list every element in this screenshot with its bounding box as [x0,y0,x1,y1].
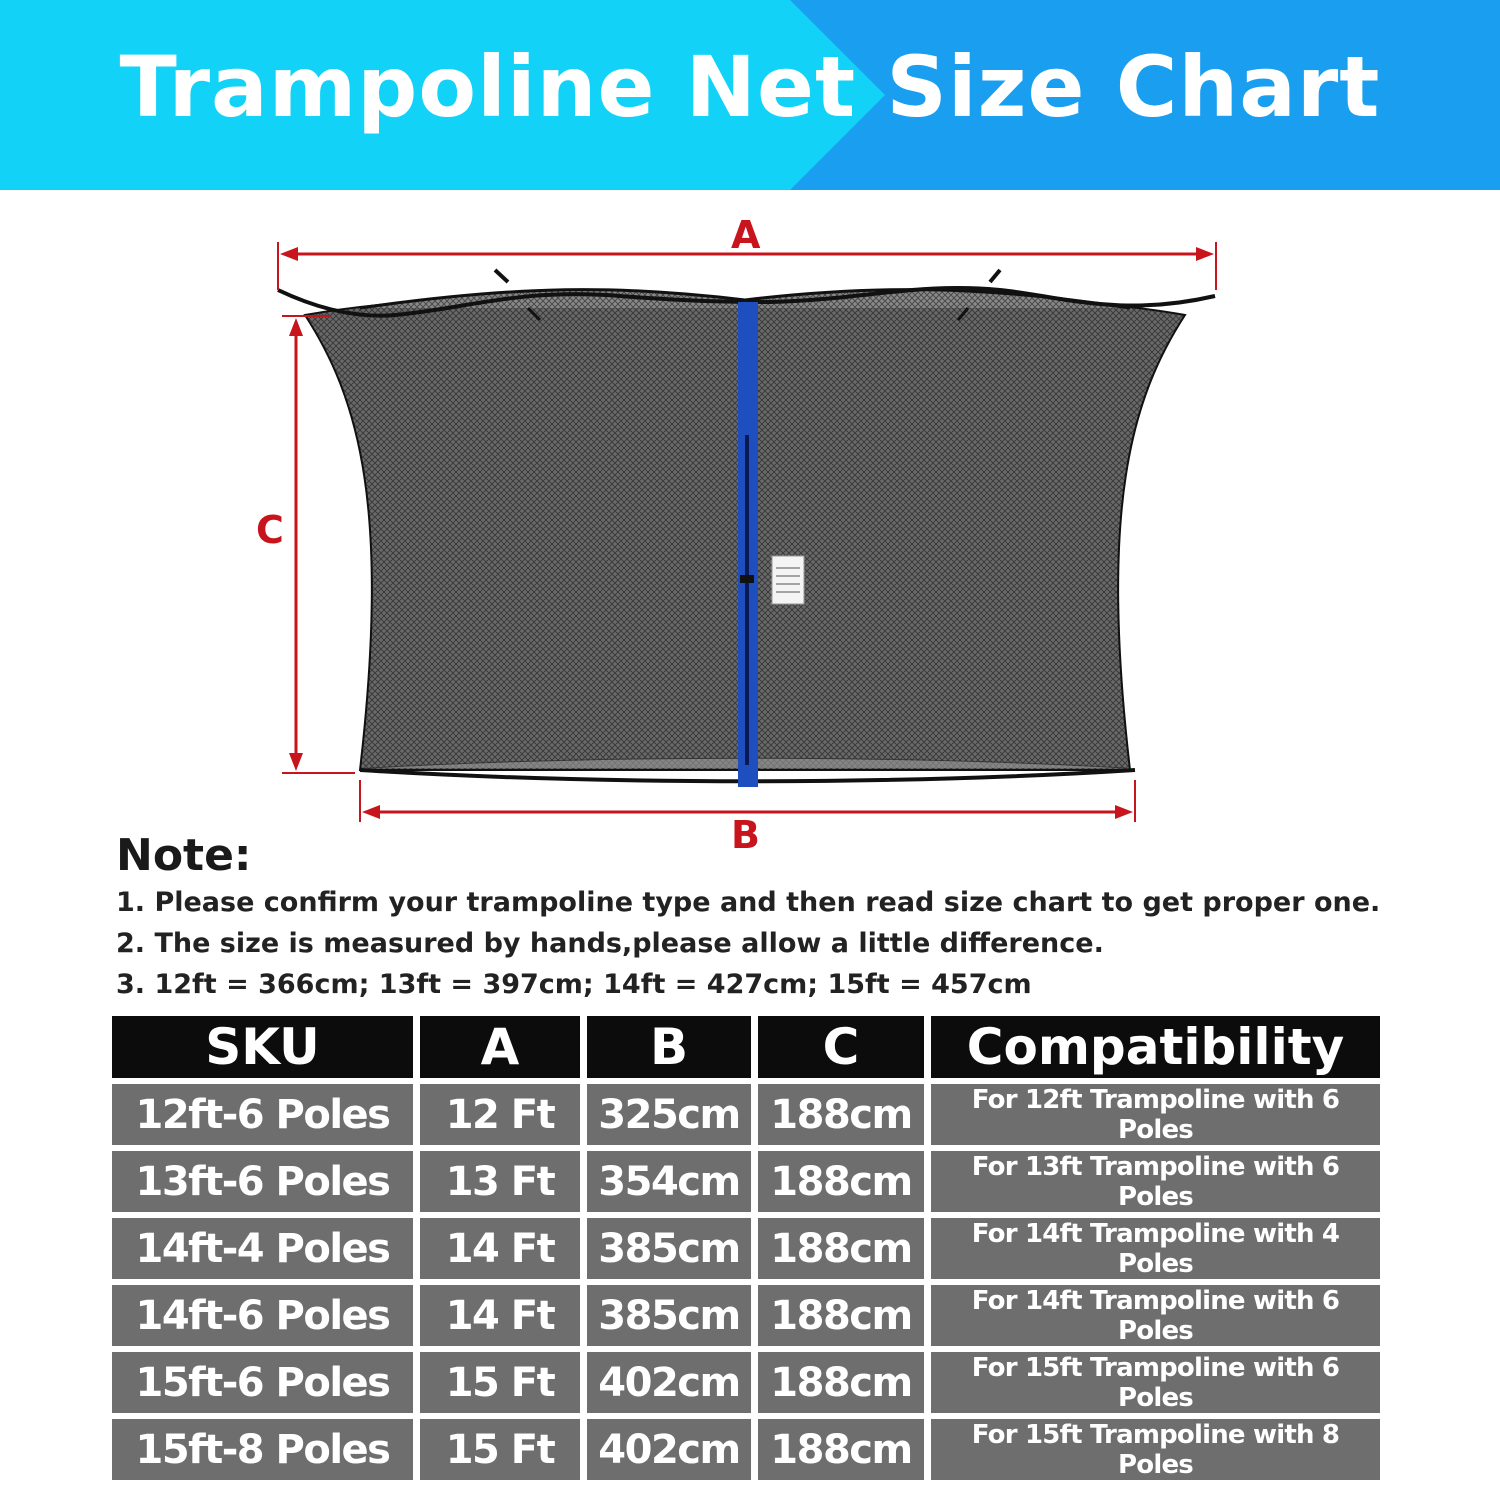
cell-c: 188cm [758,1084,924,1145]
title-banner [0,0,1500,190]
cell-a: 14 Ft [420,1285,580,1346]
note-section [116,830,1476,1005]
header-c: C [758,1016,924,1078]
cell-a: 15 Ft [420,1352,580,1413]
note-line-2: 2. The size is measured by hands,please allow a little difference. [116,928,1104,959]
zipper-line [745,435,749,765]
net-diagram [0,190,1500,850]
table-row [112,1419,1380,1480]
cell-c: 188cm [758,1419,924,1480]
table-header-row [112,1016,1380,1078]
table-row [112,1352,1380,1413]
cell-a: 12 Ft [420,1084,580,1145]
note-title: Note: [116,830,252,881]
cell-sku: 13ft-6 Poles [112,1151,413,1212]
dimension-label-a: A [731,213,761,257]
size-table [105,1010,1387,1486]
cell-sku: 12ft-6 Poles [112,1084,413,1145]
cell-sku: 14ft-4 Poles [112,1218,413,1279]
cell-b: 385cm [587,1218,751,1279]
zipper-pull [740,575,754,583]
page-title: Trampoline Net Size Chart [119,38,1381,136]
pole-tip-left [495,270,508,282]
dimension-label-c: C [256,508,284,552]
net-label-tag [772,556,804,604]
cell-sku: 15ft-6 Poles [112,1352,413,1413]
cell-compatibility: For 15ft Trampoline with 6 Poles [931,1352,1380,1413]
cell-c: 188cm [758,1151,924,1212]
cell-b: 385cm [587,1285,751,1346]
cell-a: 13 Ft [420,1151,580,1212]
table-row [112,1285,1380,1346]
cell-compatibility: For 14ft Trampoline with 6 Poles [931,1285,1380,1346]
cell-b: 402cm [587,1352,751,1413]
cell-compatibility: For 12ft Trampoline with 6 Poles [931,1084,1380,1145]
table-row [112,1084,1380,1145]
cell-compatibility: For 13ft Trampoline with 6 Poles [931,1151,1380,1212]
cell-compatibility: For 14ft Trampoline with 4 Poles [931,1218,1380,1279]
cell-compatibility: For 15ft Trampoline with 8 Poles [931,1419,1380,1480]
cell-sku: 15ft-8 Poles [112,1419,413,1480]
cell-c: 188cm [758,1285,924,1346]
cell-c: 188cm [758,1352,924,1413]
note-line-3: 3. 12ft = 366cm; 13ft = 397cm; 14ft = 427cm; 15ft = 457cm [116,969,1032,1000]
note-line-1: 1. Please confirm your trampoline type and then read size chart to get proper one. [116,887,1381,918]
cell-b: 354cm [587,1151,751,1212]
header-b: B [587,1016,751,1078]
cell-b: 402cm [587,1419,751,1480]
pole-tip-right [990,270,1000,282]
header-compatibility: Compatibility [931,1016,1380,1078]
dimension-label-b: B [731,813,760,857]
cell-c: 188cm [758,1218,924,1279]
header-sku: SKU [112,1016,413,1078]
table-row [112,1151,1380,1212]
cell-b: 325cm [587,1084,751,1145]
cell-a: 14 Ft [420,1218,580,1279]
cell-a: 15 Ft [420,1419,580,1480]
cell-sku: 14ft-6 Poles [112,1285,413,1346]
table-row [112,1218,1380,1279]
header-a: A [420,1016,580,1078]
